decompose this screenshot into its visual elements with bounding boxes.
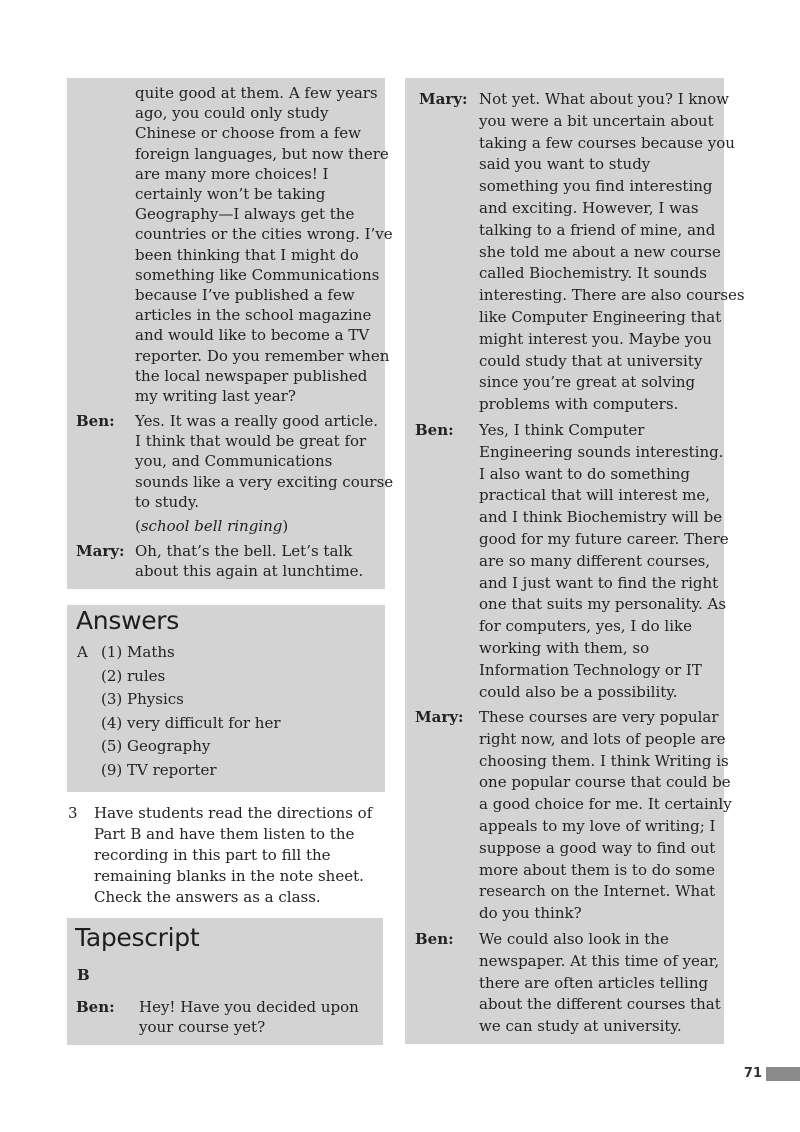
text-line: Information Technology or IT [479,660,702,679]
mary-dialogue-1 [479,89,745,416]
text-line: because I’ve published a few [135,286,355,305]
sound-effect-note: (school bell ringing) [135,517,289,535]
text-line: countries or the cities wrong. I’ve [135,225,393,244]
answer-item: (1) Maths [101,643,175,661]
text-line: appeals to my love of writing; I [479,816,716,835]
text-line: your course yet? [139,1018,266,1037]
step-instructions [94,803,372,908]
text-line: Geography—I always get the [135,205,355,224]
text-line: research on the Internet. What [479,882,716,901]
tapescript-heading: Tapescript [75,923,200,952]
ben-dialogue [135,411,393,512]
answer-item: (2) rules [101,666,166,685]
text-line: These courses are very popular [479,708,719,726]
text-line: right now, and lots of people are [479,729,726,748]
text-line: do you think? [479,904,582,923]
speaker-label-mary: Mary: [419,90,468,108]
speaker-label-mary: Mary: [76,542,125,560]
text-line: Have students read the directions of [94,804,373,822]
text-line: ago, you could only study [135,104,329,123]
text-line: recording in this part to fill the [94,845,331,864]
answer-item: (3) Physics [101,690,184,709]
text-line: choosing them. I think Writing is [479,751,729,770]
text-line: a good choice for me. It certainly [479,795,732,814]
text-line: problems with computers. [479,395,679,414]
text-line: suppose a good way to find out [479,838,716,857]
mary-dialogue [135,541,363,581]
text-line: certainly won’t be taking [135,185,326,204]
text-line: something you find interesting [479,177,713,196]
text-line: quite good at them. A few years [135,84,378,102]
text-line: are so many different courses, [479,551,711,570]
text-line: articles in the school magazine [135,306,372,325]
text-line: sounds like a very exciting course [135,472,394,491]
text-line: practical that will interest me, [479,486,711,505]
tapescript-ben-dialogue [139,997,359,1037]
text-line: Hey! Have you decided upon [139,998,359,1016]
text-line: like Computer Engineering that [479,307,722,326]
text-line: she told me about a new course [479,242,721,261]
text-line: one popular course that could be [479,773,731,792]
text-line: reporter. Do you remember when [135,346,390,365]
text-line: talking to a friend of mine, and [479,220,716,239]
text-line: to study. [135,492,200,511]
text-line: for computers, yes, I do like [479,617,692,636]
text-line: you were a bit uncertain about [479,111,714,130]
speaker-label-ben: Ben: [76,998,115,1016]
text-line: said you want to study [479,155,651,174]
answers-list [101,641,281,783]
text-line: could study that at university [479,351,703,370]
speaker-label-ben: Ben: [415,930,454,948]
text-line: might interest you. Maybe you [479,329,712,348]
text-line: and exciting. However, I was [479,198,699,217]
text-line: interesting. There are also courses [479,286,745,305]
text-line: newspaper. At this time of year, [479,951,720,970]
text-line: called Biochemistry. It sounds [479,264,707,283]
text-line: taking a few courses because you [479,133,735,152]
speaker-label-ben: Ben: [415,421,454,439]
text-line: Not yet. What about you? I know [479,90,730,108]
ben-dialogue-2 [479,929,721,1038]
text-line: foreign languages, but now there [135,144,389,163]
text-line: about this again at lunchtime. [135,562,364,581]
page-number: 71 [743,1066,762,1081]
text-line: Oh, that’s the bell. Let’s talk [135,542,353,560]
text-line: could also be a possibility. [479,682,678,701]
answer-item: (9) TV reporter [101,760,217,779]
answer-item: (5) Geography [101,737,211,756]
text-line: I think that would be great for [135,432,367,451]
text-line: Chinese or choose from a few [135,124,361,143]
text-line: good for my future career. There [479,529,729,548]
text-line: and I just want to find the right [479,573,719,592]
text-line: and would like to become a TV [135,326,370,345]
text-line: more about them is to do some [479,860,715,879]
text-line: been thinking that I might do [135,245,359,264]
sound-effect-text: school bell ringing [140,517,283,535]
text-line: my writing last year? [135,387,296,406]
text-line: remaining blanks in the note sheet. [94,866,364,885]
text-line: are many more choices! I [135,164,329,183]
text-line: we can study at university. [479,1017,682,1036]
text-line: something like Communications [135,265,380,284]
text-line: Yes, I think Computer [479,421,645,439]
text-line: I also want to do something [479,464,690,483]
answers-heading: Answers [76,606,180,635]
answer-item: (4) very difficult for her [101,713,281,732]
text-line: there are often articles telling [479,973,709,992]
page-number-bar [766,1067,800,1081]
text-line: Engineering sounds interesting. [479,442,724,461]
text-line: Yes. It was a really good article. [135,412,379,430]
text-line: about the different courses that [479,995,721,1014]
text-line: the local newspaper published [135,366,368,385]
mary-dialogue-2 [479,707,732,925]
text-line: and I think Biochemistry will be [479,508,723,527]
text-line: you, and Communications [135,452,333,471]
text-line: Check the answers as a class. [94,887,321,906]
text-line: working with them, so [479,638,650,657]
tapescript-section-label: B [77,966,90,984]
text-line: since you’re great at solving [479,373,696,392]
step-number: 3 [68,804,78,822]
speaker-label-ben: Ben: [76,412,115,430]
answers-section-letter: A [77,643,88,661]
speaker-label-mary: Mary: [415,708,464,726]
dialogue-continued-lines [135,83,393,406]
text-line: one that suits my personality. As [479,595,727,614]
ben-dialogue-1 [479,420,729,703]
text-line: Part B and have them listen to the [94,824,355,843]
text-line: We could also look in the [479,930,669,948]
